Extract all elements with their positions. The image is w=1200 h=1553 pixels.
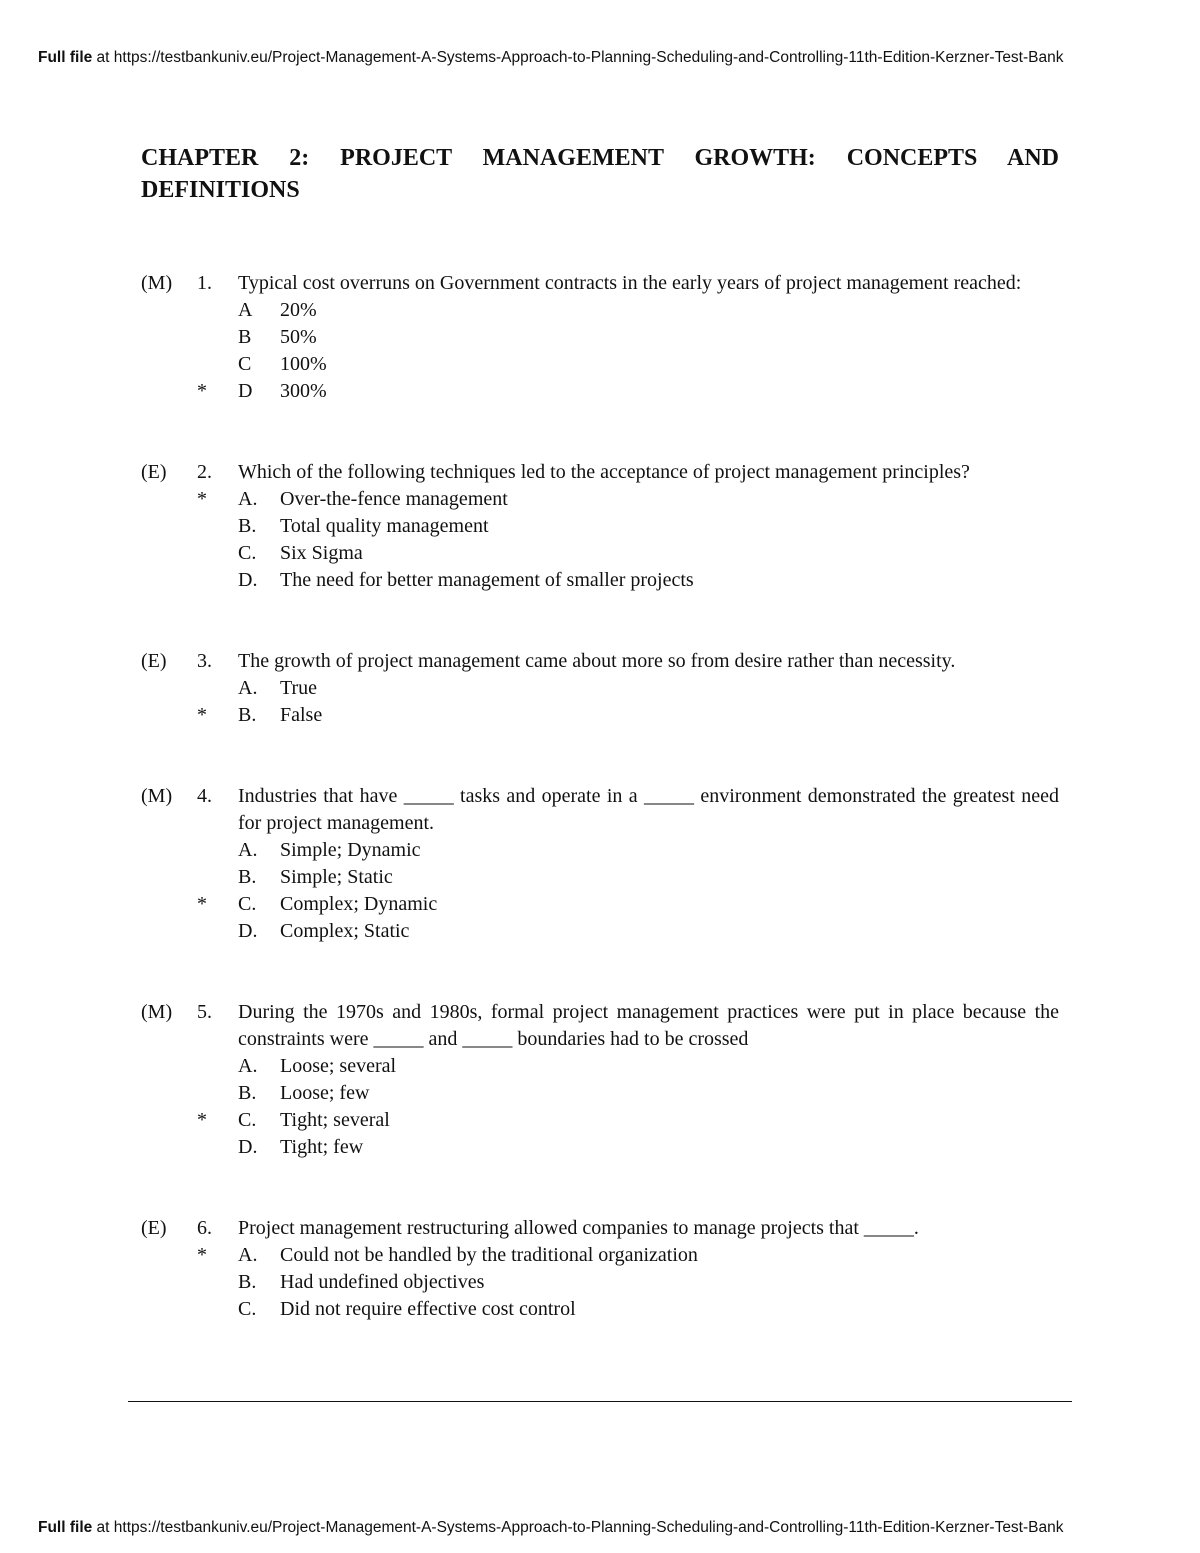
- answer-option: [238, 864, 1059, 891]
- option-text: True: [280, 677, 318, 699]
- source-banner-bottom: [38, 1519, 1200, 1537]
- option-letter: B: [238, 326, 252, 348]
- banner-label: Full file: [38, 49, 93, 66]
- option-letter: D.: [238, 1136, 258, 1158]
- question-difficulty: (E): [141, 1217, 167, 1239]
- question-difficulty: (M): [141, 272, 173, 294]
- question-number: 2.: [197, 461, 212, 483]
- option-letter: A: [238, 299, 253, 321]
- option-text: Total quality management: [280, 515, 489, 537]
- option-letter: B.: [238, 704, 257, 726]
- option-letter: B.: [238, 866, 257, 888]
- question-difficulty: (M): [141, 1001, 173, 1023]
- answer-option: [238, 324, 1059, 351]
- option-letter: D.: [238, 569, 258, 591]
- answer-option: [238, 1053, 1059, 1080]
- answer-option: [238, 567, 1059, 594]
- question-text: Project management restructuring allowed companies to manage projects that _____.: [238, 1217, 919, 1239]
- correct-answer-marker: *: [197, 488, 207, 510]
- correct-answer-marker: *: [197, 1244, 207, 1266]
- answer-options: [197, 1053, 1059, 1161]
- option-text: Complex; Dynamic: [280, 893, 438, 915]
- question-number: 5.: [197, 1001, 212, 1023]
- question-number: 6.: [197, 1217, 212, 1239]
- option-text: Tight; few: [280, 1136, 364, 1158]
- option-text: Six Sigma: [280, 542, 363, 564]
- option-letter: C.: [238, 542, 257, 564]
- option-letter: A.: [238, 677, 258, 699]
- option-text: Had undefined objectives: [280, 1271, 485, 1293]
- question-5: [141, 999, 1059, 1161]
- option-text: 50%: [280, 326, 317, 348]
- option-text: Simple; Static: [280, 866, 393, 888]
- question-text: During the 1970s and 1980s, formal project management practices were put in place because the constraints were _____ and _____ boundaries had to be crossed: [238, 1001, 1059, 1050]
- question-list: [141, 270, 1059, 1405]
- question-text: Typical cost overruns on Government contracts in the early years of project management reached:: [238, 272, 1022, 294]
- option-letter: B.: [238, 515, 257, 537]
- question-text: Industries that have _____ tasks and operate in a _____ environment demonstrated the greatest need for project management.: [238, 785, 1059, 834]
- question-text: Which of the following techniques led to the acceptance of project management principles?: [238, 461, 970, 483]
- chapter-title: CHAPTER 2: PROJECT MANAGEMENT GROWTH: CONCEPTS AND DEFINITIONS: [141, 145, 1059, 203]
- question-6: [141, 1215, 1059, 1323]
- option-text: Loose; several: [280, 1055, 397, 1077]
- correct-answer-marker: *: [197, 1109, 207, 1131]
- banner-text: at https://testbankuniv.eu/Project-Management-A-Systems-Approach-to-Planning-Scheduling-and-Controlling-11th-Edition-Kerzner-Test-Bank: [92, 1519, 1064, 1536]
- answer-option: [238, 513, 1059, 540]
- option-letter: B.: [238, 1082, 257, 1104]
- answer-options: [197, 1242, 1059, 1323]
- answer-option: [197, 702, 1059, 729]
- option-text: The need for better management of smaller projects: [280, 569, 694, 591]
- banner-text: at https://testbankuniv.eu/Project-Management-A-Systems-Approach-to-Planning-Scheduling-and-Controlling-11th-Edition-Kerzner-Test-Bank: [92, 49, 1064, 66]
- option-text: Over-the-fence management: [280, 488, 508, 510]
- answer-option: [197, 1242, 1059, 1269]
- option-text: Complex; Static: [280, 920, 410, 942]
- question-1: [141, 270, 1059, 405]
- answer-option: [238, 1296, 1059, 1323]
- answer-options: [197, 297, 1059, 405]
- question-number: 1.: [197, 272, 212, 294]
- option-letter: B.: [238, 1271, 257, 1293]
- question-4: [141, 783, 1059, 945]
- answer-option: [238, 1134, 1059, 1161]
- option-text: Could not be handled by the traditional organization: [280, 1244, 698, 1266]
- answer-option: [197, 891, 1059, 918]
- answer-option: [238, 351, 1059, 378]
- question-difficulty: (E): [141, 650, 167, 672]
- answer-option: [238, 297, 1059, 324]
- page-divider: [128, 1401, 1072, 1402]
- option-letter: A.: [238, 488, 258, 510]
- question-difficulty: (M): [141, 785, 173, 807]
- answer-options: [197, 837, 1059, 945]
- answer-option: [238, 540, 1059, 567]
- option-text: 300%: [280, 380, 327, 402]
- answer-option: [197, 1107, 1059, 1134]
- answer-option: [238, 675, 1059, 702]
- question-3: [141, 648, 1059, 729]
- option-text: 20%: [280, 299, 317, 321]
- banner-label: Full file: [38, 1519, 93, 1536]
- option-text: 100%: [280, 353, 327, 375]
- answer-option: [238, 918, 1059, 945]
- option-text: Did not require effective cost control: [280, 1298, 576, 1320]
- question-text: The growth of project management came about more so from desire rather than necessity.: [238, 650, 956, 672]
- option-letter: C: [238, 353, 252, 375]
- question-2: [141, 459, 1059, 594]
- answer-options: [197, 486, 1059, 594]
- answer-option: [238, 1269, 1059, 1296]
- option-letter: C.: [238, 1109, 257, 1131]
- option-letter: C.: [238, 893, 257, 915]
- option-text: Tight; several: [280, 1109, 390, 1131]
- option-letter: A.: [238, 1244, 258, 1266]
- answer-options: [197, 675, 1059, 729]
- correct-answer-marker: *: [197, 380, 207, 402]
- answer-option: [238, 837, 1059, 864]
- question-number: 4.: [197, 785, 212, 807]
- question-difficulty: (E): [141, 461, 167, 483]
- option-letter: D.: [238, 920, 258, 942]
- option-text: Loose; few: [280, 1082, 370, 1104]
- option-text: Simple; Dynamic: [280, 839, 421, 861]
- option-letter: C.: [238, 1298, 257, 1320]
- question-number: 3.: [197, 650, 212, 672]
- correct-answer-marker: *: [197, 893, 207, 915]
- answer-option: [197, 486, 1059, 513]
- source-banner-top: [38, 49, 1200, 67]
- answer-option: [238, 1080, 1059, 1107]
- option-letter: A.: [238, 839, 258, 861]
- correct-answer-marker: *: [197, 704, 207, 726]
- option-letter: D: [238, 380, 253, 402]
- answer-option: [197, 378, 1059, 405]
- option-letter: A.: [238, 1055, 258, 1077]
- option-text: False: [280, 704, 323, 726]
